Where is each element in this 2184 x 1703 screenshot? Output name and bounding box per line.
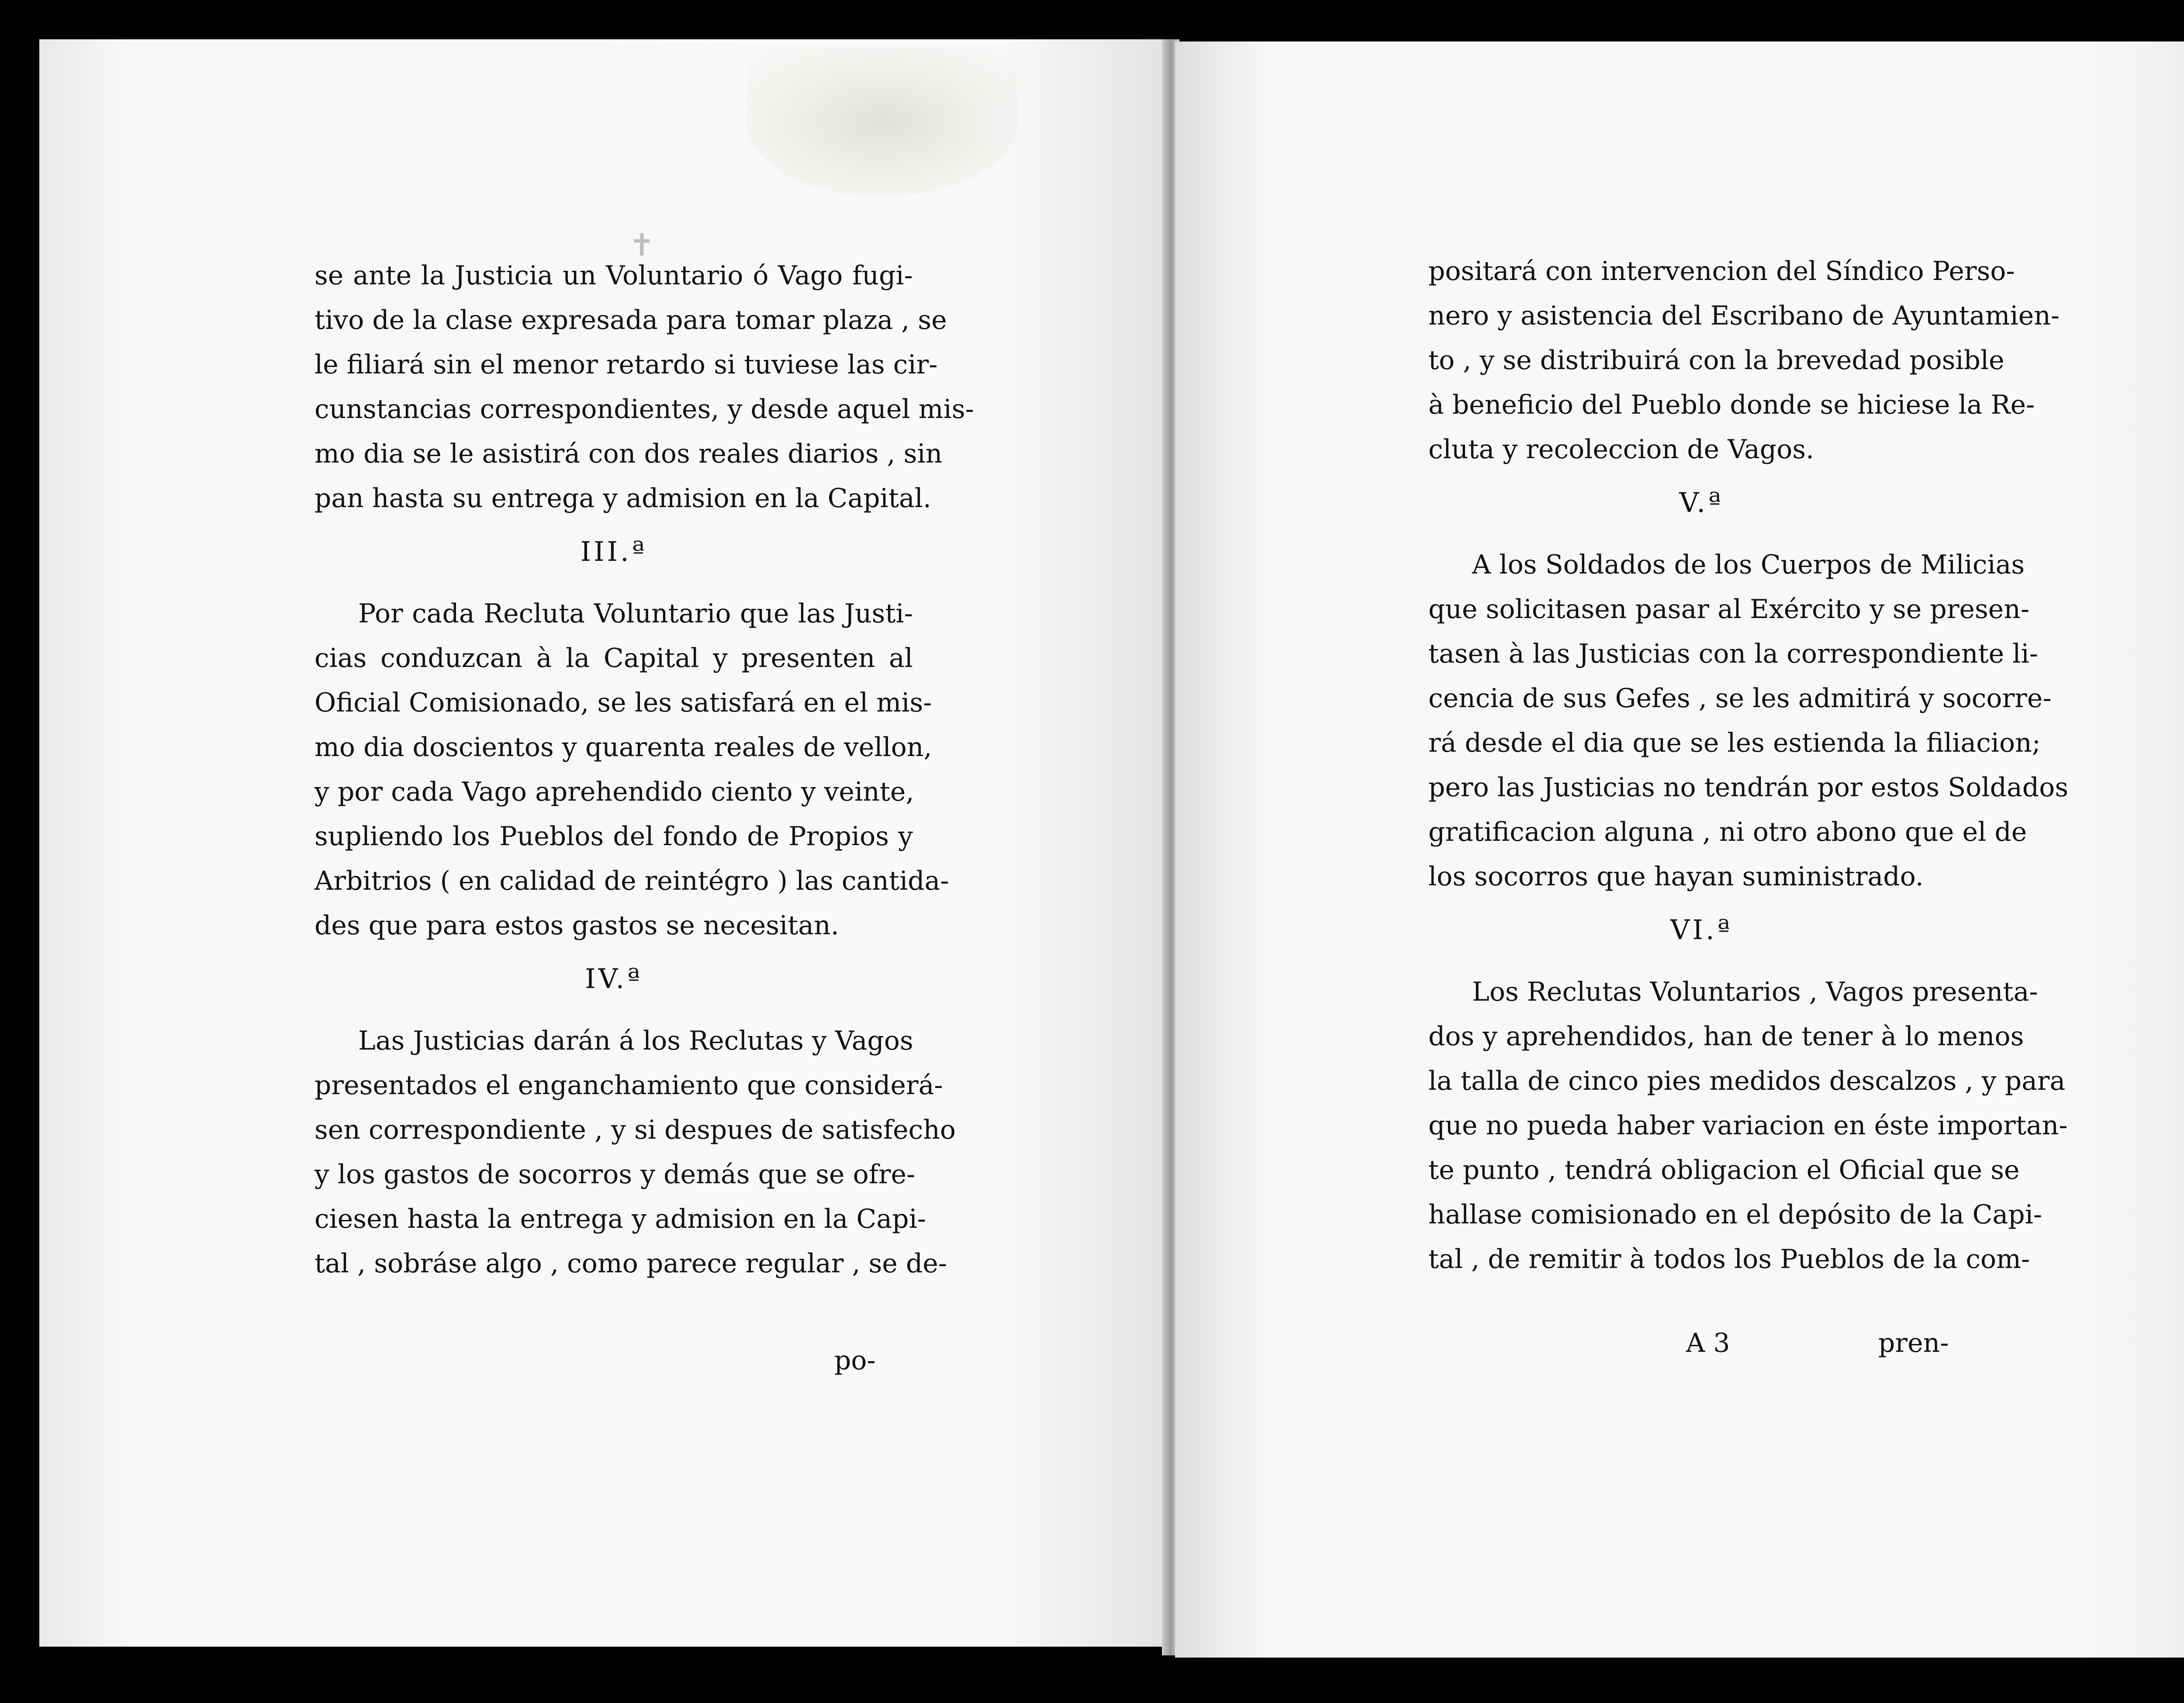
text-line: à beneficio del Pueblo donde se hiciese la Re- <box>1428 390 2035 420</box>
text-line: que solicitasen pasar al Exército y se presen- <box>1428 594 2030 625</box>
paragraph-section-5 <box>1428 542 2069 899</box>
text-line: tasen à las Justicias con la correspondiente li- <box>1428 639 2038 669</box>
text-line: que no pueda haber variacion en éste importan- <box>1428 1110 2068 1141</box>
text-line: tal , sobráse algo , como parece regular , se de- <box>314 1248 947 1279</box>
text-line: y por cada Vago aprehendido ciento y veinte, <box>314 777 914 807</box>
left-page-text <box>314 253 974 1286</box>
text-line: Los Reclutas Voluntarios , Vagos presenta- <box>1472 977 2038 1007</box>
paragraph-continuation <box>1428 249 2060 472</box>
text-line: mo dia doscientos y quarenta reales de vellon, <box>314 732 932 763</box>
water-stain <box>747 48 1018 197</box>
text-line: cluta y recoleccion de Vagos. <box>1428 434 1814 465</box>
paragraph-continuation <box>314 253 974 521</box>
text-line: cunstancias correspondientes, y desde aquel mis- <box>314 394 974 425</box>
text-line: mo dia se le asistirá con dos reales diarios , sin <box>314 439 943 469</box>
text-line: des que para estos gastos se necesitan. <box>314 910 839 941</box>
text-line: la talla de cinco pies medidos descalzos , y para <box>1428 1066 2066 1096</box>
text-line: cias conduzcan à la Capital y presenten al <box>314 643 913 674</box>
text-line: Por cada Recluta Voluntario que las Justi- <box>358 598 913 629</box>
text-line: te punto , tendrá obligacion el Oficial que se <box>1428 1155 2020 1185</box>
text-line: Arbitrios ( en calidad de reintégro ) las cantida- <box>314 866 949 896</box>
text-line: los socorros que hayan suministrado. <box>1428 861 1924 892</box>
section-heading-5: V.ª <box>1679 487 1724 518</box>
text-line: nero y asistencia del Escribano de Ayuntamien- <box>1428 301 2060 331</box>
paragraph-section-4 <box>314 1019 956 1286</box>
text-line: rá desde el dia que se les estienda la filiacion; <box>1428 728 2041 758</box>
text-line: Las Justicias darán á los Reclutas y Vagos <box>358 1026 913 1056</box>
paragraph-section-3 <box>314 591 949 948</box>
section-heading-6: VI.ª <box>1670 914 1733 946</box>
section-heading-4: IV.ª <box>585 963 643 995</box>
cross-mark-icon: ✝ <box>629 227 655 263</box>
text-line: ciesen hasta la entrega y admision en la Capi- <box>314 1204 926 1234</box>
text-line: A los Soldados de los Cuerpos de Milicias <box>1472 549 2025 580</box>
right-page-text <box>1428 249 2069 1282</box>
text-line: hallase comisionado en el depósito de la Capi- <box>1428 1199 2042 1230</box>
text-line: le filiará sin el menor retardo si tuviese las cir- <box>314 349 938 380</box>
worn-page-edge <box>2162 41 2184 1658</box>
text-line: supliendo los Pueblos del fondo de Propios y <box>314 821 913 852</box>
text-line: Oficial Comisionado, se les satisfará en el mis- <box>314 687 932 718</box>
text-line: presentados el enganchamiento que considerá- <box>314 1070 943 1101</box>
text-line: pan hasta su entrega y admision en la Capital. <box>314 483 931 514</box>
text-line: dos y aprehendidos, han de tener à lo menos <box>1428 1021 2024 1052</box>
paragraph-section-6 <box>1428 970 2068 1282</box>
text-line: to , y se distribuirá con la brevedad posible <box>1428 345 2004 376</box>
left-catchword: po- <box>834 1345 876 1376</box>
right-catchword: pren- <box>1878 1328 1949 1358</box>
text-line: se ante la Justicia un Voluntario ó Vago fugi- <box>314 260 913 291</box>
text-line: tivo de la clase expresada para tomar plaza , se <box>314 305 947 335</box>
text-line: pero las Justicias no tendrán por estos Soldados <box>1428 772 2069 803</box>
text-line: sen correspondiente , y si despues de satisfecho <box>314 1115 956 1145</box>
text-line: positará con intervencion del Síndico Perso- <box>1428 256 2015 287</box>
text-line: y los gastos de socorros y demás que se ofre- <box>314 1159 916 1190</box>
printer-signature-mark: A 3 <box>1686 1328 1730 1358</box>
text-line: tal , de remitir à todos los Pueblos de la com- <box>1428 1244 2030 1275</box>
text-line: cencia de sus Gefes , se les admitirá y socorre- <box>1428 683 2052 714</box>
text-line: gratificacion alguna , ni otro abono que el de <box>1428 817 2027 847</box>
section-heading-3: III.ª <box>580 535 647 567</box>
